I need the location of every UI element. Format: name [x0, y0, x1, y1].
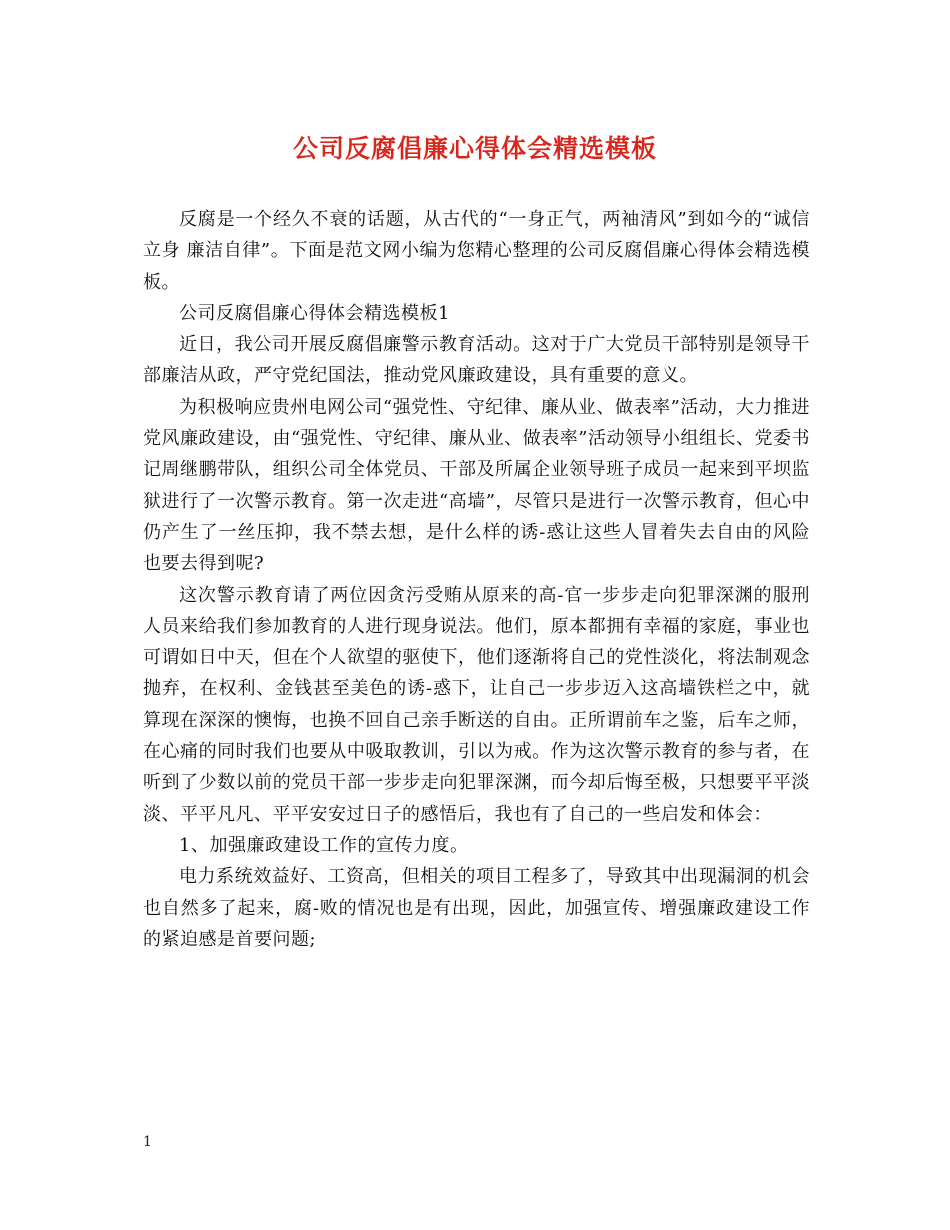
paragraph: 近日，我公司开展反腐倡廉警示教育活动。这对于广大党员干部特别是领导干部廉洁从政，严守党纪国法，推动党风廉政建设，具有重要的意义。	[143, 334, 810, 387]
document-title: 公司反腐倡廉心得体会精选模板	[292, 134, 657, 163]
paragraph-intro: 反腐是一个经久不衰的话题，从古代的“一身正气，两袖清风”到如今的“诚信立身 廉洁自律”。下面是范文网小编为您精心整理的公司反腐倡廉心得体会精选模板。	[143, 209, 810, 293]
page-number: 1	[143, 1134, 152, 1150]
document-body	[143, 204, 810, 955]
section-heading: 公司反腐倡廉心得体会精选模板1	[179, 302, 450, 324]
list-point: 1、加强廉政建设工作的宣传力度。	[179, 834, 469, 856]
paragraph: 电力系统效益好、工资高，但相关的项目工程多了，导致其中出现漏洞的机会也自然多了起来，腐-败的情况也是有出现，因此，加强宣传、增强廉政建设工作的紧迫感是首要问题;	[143, 866, 810, 950]
paragraph: 为积极响应贵州电网公司“强党性、守纪律、廉从业、做表率”活动，大力推进党风廉政建设，由“强党性、守纪律、廉从业、做表率”活动领导小组组长、党委书记周继鹏带队，组织公司全体党员、干部及所属企业领导班子成员一起来到平坝监狱进行了一次警示教育。第一次走进“高墙”，尽管只是进行一次警示教育，但心中仍产生了一丝压抑，我不禁去想，是什么样的诱-惑让这些人冒着失去自由的风险也要去得到呢?	[143, 396, 810, 575]
paragraph: 这次警示教育请了两位因贪污受贿从原来的高-官一步步走向犯罪深渊的服刑人员来给我们参加教育的人进行现身说法。他们，原本都拥有幸福的家庭，事业也可谓如日中天，但在个人欲望的驱使下，他们逐渐将自己的党性淡化，将法制观念抛弃，在权利、金钱甚至美色的诱-惑下，让自己一步步迈入这高墙铁栏之中，就算现在深深的懊悔，也换不回自己亲手断送的自由。正所谓前车之鉴，后车之师，在心痛的同时我们也要从中吸取教训，引以为戒。作为这次警示教育的参与者，在听到了少数以前的党员干部一步步走向犯罪深渊，而今却后悔至极，只想要平平淡淡、平平凡凡、平平安安过日子的感悟后，我也有了自己的一些启发和体会：	[143, 584, 810, 825]
